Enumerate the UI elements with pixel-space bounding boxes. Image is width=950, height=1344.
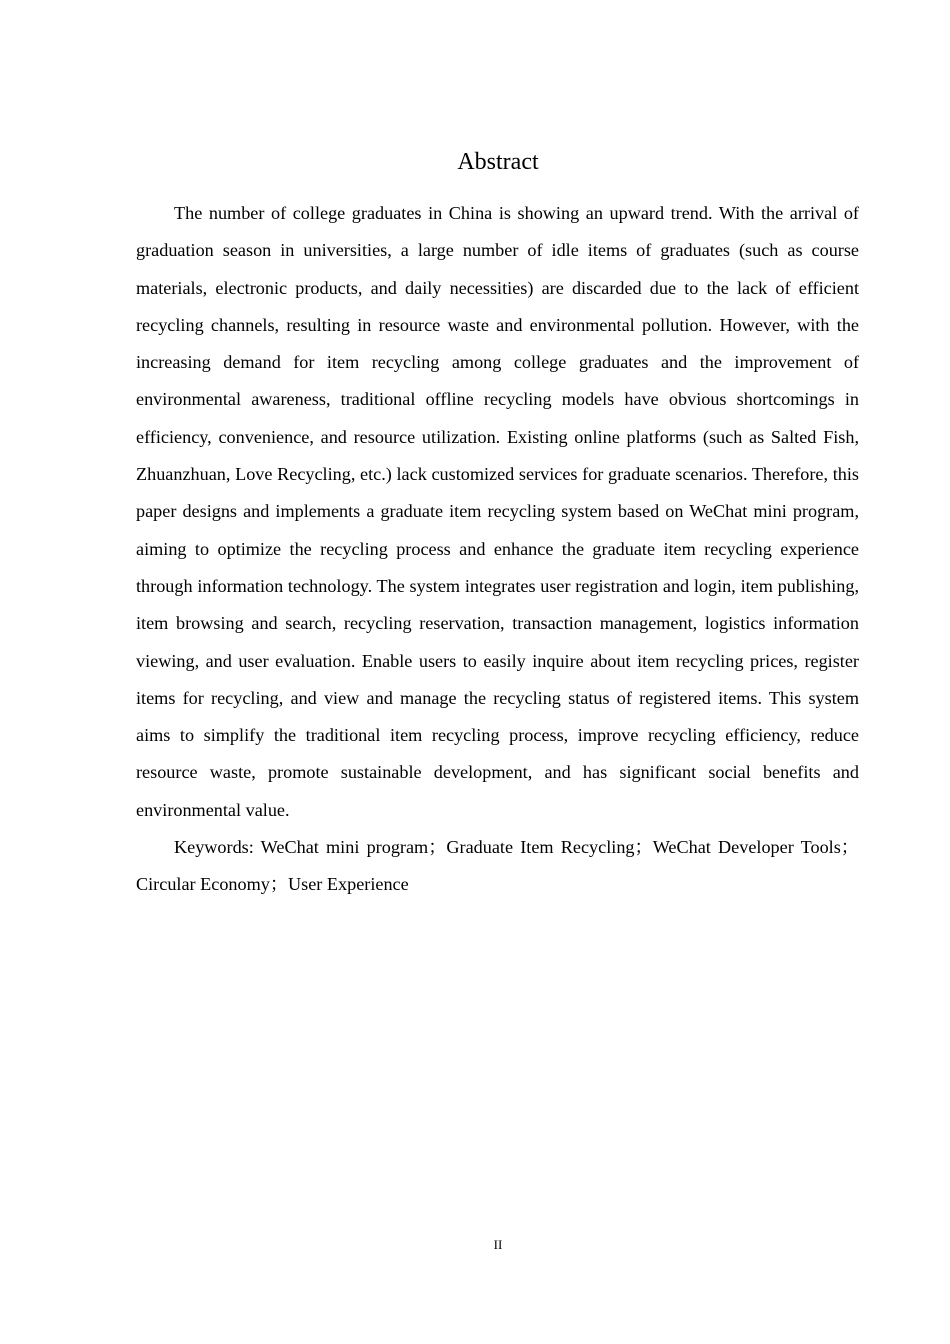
page-title: Abstract: [457, 149, 539, 175]
page-number: II: [493, 1237, 503, 1252]
keywords-paragraph: Keywords: WeChat mini program；Graduate Item Recycling；WeChat Developer Tools；Circular Economy；User Experience: [136, 837, 859, 895]
abstract-paragraph: The number of college graduates in China is showing an upward trend. With the arrival of graduation season in universities, a large number of idle items of graduates (such as course materials, electronic products, and daily necessities) are discarded due to the lack of efficient recycling channels, resulting in resource waste and environmental pollution. However, with the increasing demand for item recycling among college graduates and the improvement of environmental awareness, traditional offline recycling models have obvious shortcomings in efficiency, convenience, and resource utilization. Existing online platforms (such as Salted Fish, Zhuanzhuan, Love Recycling, etc.) lack customized services for graduate scenarios. Therefore, this paper designs and implements a graduate item recycling system based on WeChat mini program, aiming to optimize the recycling process and enhance the graduate item recycling experience through information technology. The system integrates user registration and login, item publishing, item browsing and search, recycling reservation, transaction management, logistics information viewing, and user evaluation. Enable users to easily inquire about item recycling prices, register items for recycling, and view and manage the recycling status of registered items. This system aims to simplify the traditional item recycling process, improve recycling efficiency, reduce resource waste, promote sustainable development, and has significant social benefits and environmental value.: [136, 203, 859, 820]
